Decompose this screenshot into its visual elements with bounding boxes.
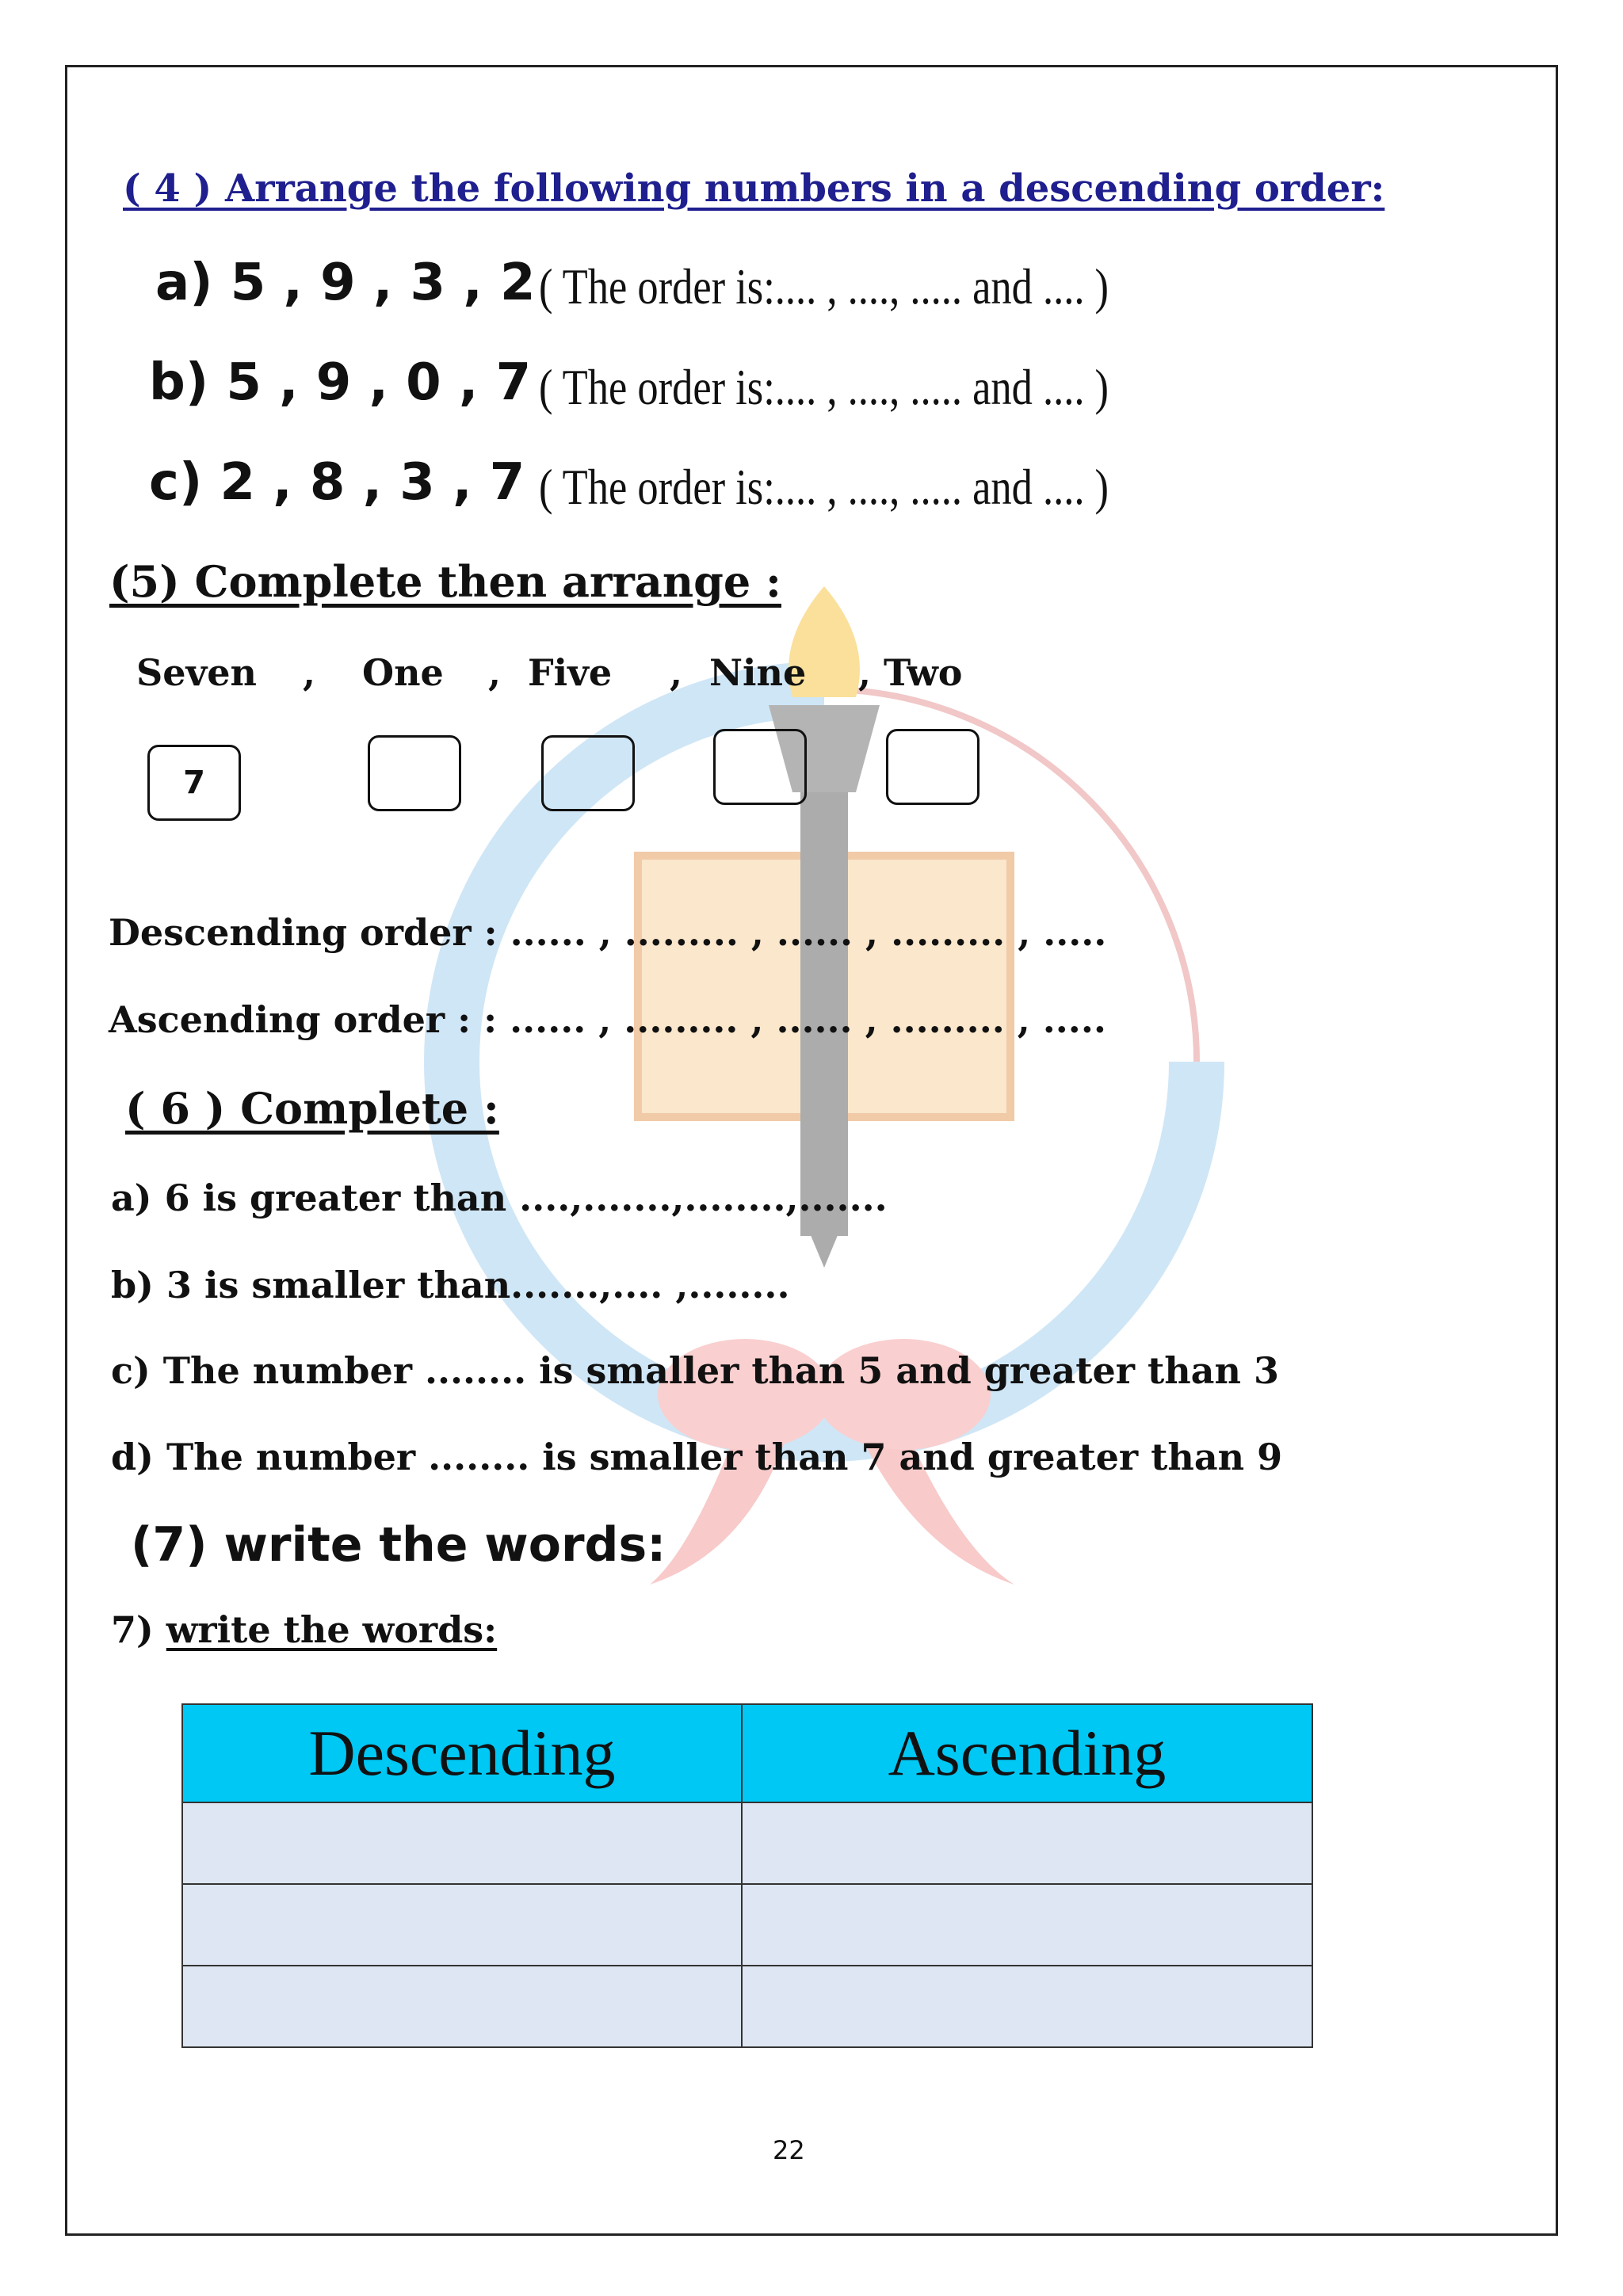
table-cell[interactable] bbox=[182, 1884, 742, 1966]
section7-heading: (7) write the words: bbox=[131, 1517, 666, 1573]
table-row bbox=[182, 1802, 1312, 1884]
word-separator: , bbox=[303, 651, 316, 694]
complete-item-d[interactable]: d) The number ........ is smaller than 7 and greater than 9 bbox=[111, 1436, 1283, 1478]
complete-item-c[interactable]: c) The number ........ is smaller than 5 and greater than 3 bbox=[111, 1349, 1279, 1392]
section6-heading: ( 6 ) Complete : bbox=[125, 1083, 499, 1134]
word-nine: Nine bbox=[709, 651, 807, 694]
number-box-one[interactable] bbox=[368, 735, 461, 811]
word-one: One bbox=[362, 651, 444, 694]
words-table bbox=[181, 1703, 1313, 2048]
descending-column-header: Descending bbox=[182, 1704, 742, 1802]
subheading-number: 7) bbox=[111, 1608, 154, 1651]
word-seven: Seven bbox=[136, 651, 257, 694]
table-row bbox=[182, 1966, 1312, 2047]
complete-item-a[interactable]: a) 6 is greater than ....,.......,........,....... bbox=[111, 1177, 888, 1219]
item-a-answer[interactable]: ( The order is:.... , ...., ..... and .... ) bbox=[539, 258, 1109, 315]
complete-item-b[interactable]: b) 3 is smaller than.......,.... ,........ bbox=[111, 1264, 790, 1306]
descending-order-line[interactable]: Descending order : ...... , ......... , ...... , ......... , ..... bbox=[109, 911, 1107, 954]
number-box-five[interactable] bbox=[541, 735, 635, 811]
item-c-numbers: c) 2 , 8 , 3 , 7 bbox=[149, 453, 525, 512]
subheading-text: write the words: bbox=[166, 1608, 498, 1651]
section5-heading: (5) Complete then arrange : bbox=[109, 556, 781, 607]
item-c-answer[interactable]: ( The order is:.... , ...., ..... and .... ) bbox=[539, 459, 1109, 515]
ascending-order-line[interactable]: Ascending order : : ...... , ......... , ...... , ......... , ..... bbox=[109, 998, 1106, 1041]
item-b-numbers: b) 5 , 9 , 0 , 7 bbox=[149, 353, 532, 412]
table-row bbox=[182, 1884, 1312, 1966]
table-cell[interactable] bbox=[742, 1884, 1312, 1966]
item-b-answer[interactable]: ( The order is:.... , ...., ..... and .... ) bbox=[539, 359, 1109, 415]
word-two: , Two bbox=[858, 651, 963, 694]
number-box-nine[interactable] bbox=[713, 729, 807, 805]
word-separator: , bbox=[488, 651, 502, 694]
ascending-column-header: Ascending bbox=[742, 1704, 1312, 1802]
table-cell[interactable] bbox=[742, 1802, 1312, 1884]
table-cell[interactable] bbox=[182, 1966, 742, 2047]
number-box-seven[interactable]: 7 bbox=[147, 745, 241, 821]
word-separator: , bbox=[670, 651, 683, 694]
table-cell[interactable] bbox=[742, 1966, 1312, 2047]
page-number: 22 bbox=[773, 2135, 805, 2165]
item-a-numbers: a) 5 , 9 , 3 , 2 bbox=[155, 254, 536, 312]
number-box-two[interactable] bbox=[886, 729, 980, 805]
school-logo-watermark bbox=[412, 555, 1284, 1664]
section7-subheading bbox=[111, 1608, 497, 1651]
table-cell[interactable] bbox=[182, 1802, 742, 1884]
section4-heading: ( 4 ) Arrange the following numbers in a descending order: bbox=[123, 166, 1385, 211]
word-five: Five bbox=[528, 651, 613, 694]
